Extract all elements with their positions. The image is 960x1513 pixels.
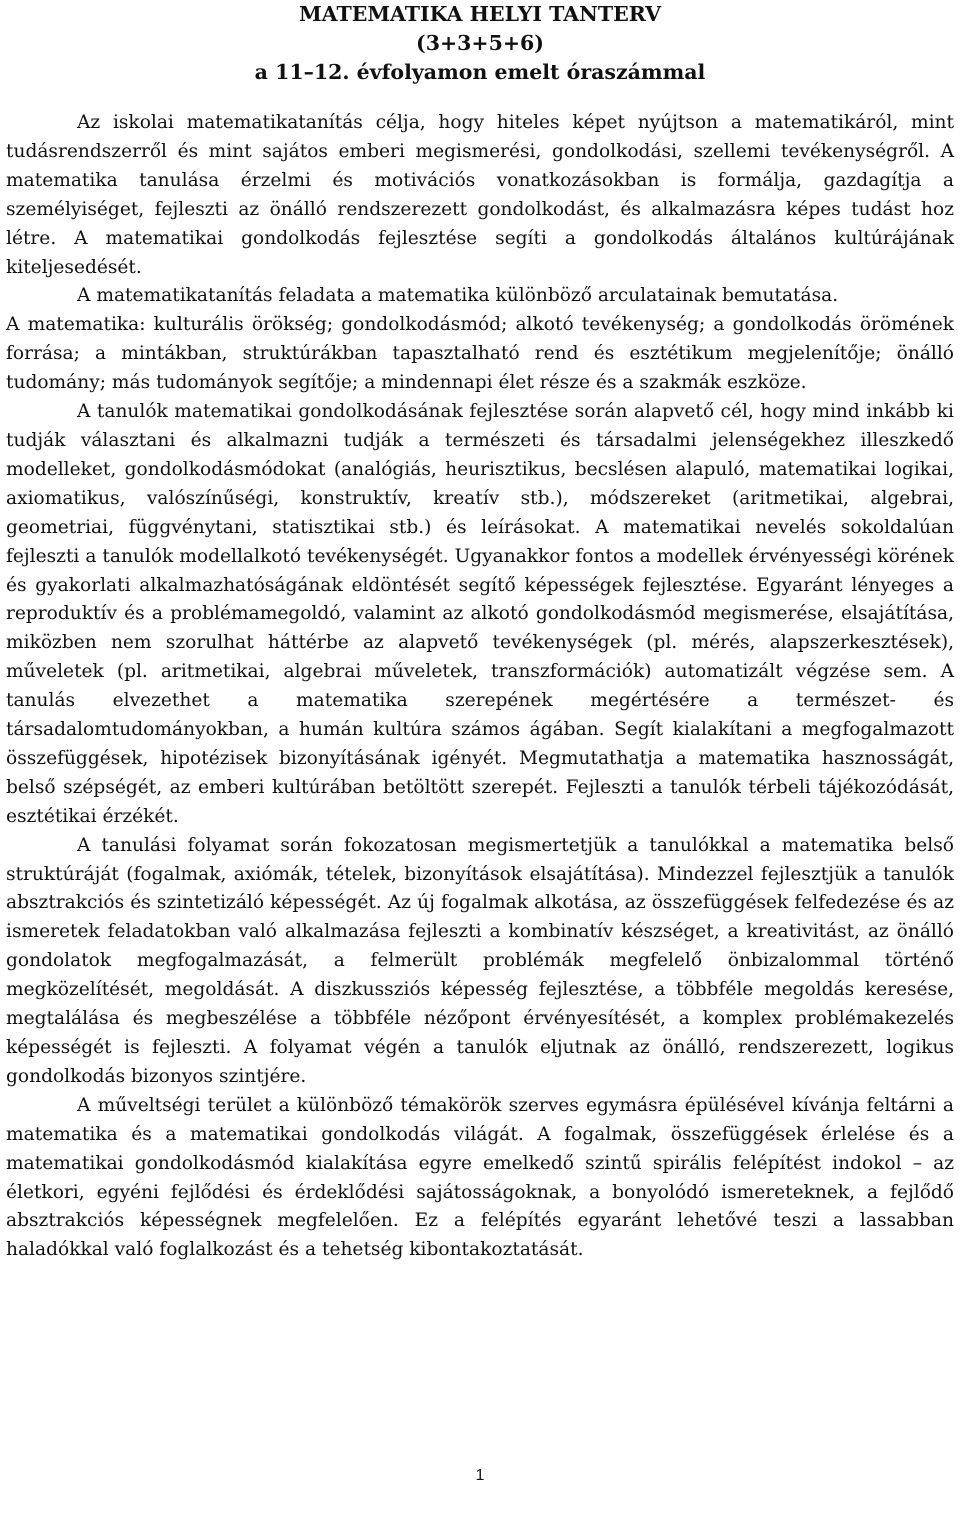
paragraph-learning-process: A tanulási folyamat során fokozatosan megismertetjük a tanulókkal a matematika belső struktúráját (fogalmak, axiómák, tételek, bizonyítások elsajátítása). Mindezzel fejlesztjük a tanulók absztrakciós és szintetizáló képességét. Az új fogalmak alkotása, az összefüggések felfedezése és az ismeretek feladatokban való alkalmazása fejleszti a kombinatív készséget, a kreativitást, az önálló gondolatok megfogalmazását, a felmerült problémák megfelelő önbizalommal történő megközelítését, megoldását. A diszkussziós képesség fejlesztése, a többféle megoldás keresése, megtalálása és megbeszélése a többféle nézőpont érvényesítését, a komplex problémakezelés képességét is fejleszti. A folyamat végén a tanulók eljutnak az önálló, rendszerezett, logikus gondolkodás bizonyos szintjére.: [6, 834, 954, 1087]
paragraph-definition: A matematika: kulturális örökség; gondolkodásmód; alkotó tevékenység; a gondolkodás örömének forrása; a mintákban, struktúrákban tapasztalható rend és esztétikum megjelenítője; önálló tudomány; más tudományok segítője; a mindennapi élet része és a szakmák eszköze.: [6, 314, 954, 394]
paragraph-goals: Az iskolai matematikatanítás célja, hogy hiteles képet nyújtson a matematikáról, mint tudásrendszerről és mint sajátos emberi megismerési, gondolkodási, szellemi tevékenységről. A matematika tanulása érzelmi és motivációs vonatkozásokban is formálja, gazdagítja a személyiséget, fejleszti az önálló rendszerezett gondolkodást, és alkalmazásra képes tudást hoz létre. A matematikai gondolkodás fejlesztése segíti a gondolkodás általános kultúrájának kiteljesedését.: [6, 112, 954, 278]
title-line-grades: a 11–12. évfolyamon emelt óraszámmal: [254, 60, 706, 84]
document-body: [6, 109, 954, 1265]
paragraph-curriculum-structure: A műveltségi terület a különböző témakörök szerves egymásra épülésével kívánja feltárni a matematika és a matematikai gondolkodás világát. A fogalmak, összefüggések érlelése és a matematikai gondolkodásmód kialakítása egyre emelkedő szintű spirális felépítést indokol – az életkori, egyéni fejlődési és érdeklődési sajátosságoknak, a bonyolódó ismereteknek, a fejlődő absztrakciós képességnek megfelelően. Ez a felépítés egyaránt lehetővé teszi a lassabban haladókkal való foglalkozást és a tehetség kibontakoztatását.: [6, 1094, 954, 1261]
title-line-main: MATEMATIKA HELYI TANTERV: [298, 2, 662, 26]
document-page: [6, 0, 954, 1513]
paragraph-thinking-development: A tanulók matematikai gondolkodásának fejlesztése során alapvető cél, hogy mind inkább ki tudják választani és alkalmazni tudják a természeti és társadalmi jelenségekhez illeszkedő modelleket, gondolkodásmódokat (analógiás, heurisztikus, becslésen alapuló, matematikai logikai, axiomatikus, valószínűségi, konstruktív, kreatív stb.), módszereket (aritmetikai, algebrai, geometriai, függvénytani, statisztikai stb.) és leírásokat. A matematikai nevelés sokoldalúan fejleszti a tanulók modellalkotó tevékenységét. Ugyanakkor fontos a modellek érvényességi körének és gyakorlati alkalmazhatóságának eldöntését segítő képességek fejlesztése. Egyaránt lényeges a reproduktív és a problémamegoldó, valamint az alkotó gondolkodásmód megismerése, elsajátítása, miközben nem szorulhat háttérbe az alapvető tevékenységek (pl. mérés, alapszerkesztések), műveletek (pl. aritmetikai, algebrai műveletek, transzformációk) automatizált végzése sem. A tanulás elvezethet a matematika szerepének megértésére a természet- és társadalomtudományokban, a humán kultúra számos ágában. Segít kialakítani a megfogalmazott összefüggések, hipotézisek bizonyításának igényét. Megmutathatja a matematika hasznosságát, belső szépségét, az emberi kultúrában betöltött szerepét. Fejleszti a tanulók térbeli tájékozódását, esztétikai érzékét.: [6, 401, 954, 827]
paragraph-task: A matematikatanítás feladata a matematika különböző arculatainak bemutatása.: [77, 285, 839, 307]
page-number: 1: [475, 1467, 485, 1484]
title-line-hours: (3+3+5+6): [416, 31, 544, 55]
document-title: [6, 0, 954, 87]
